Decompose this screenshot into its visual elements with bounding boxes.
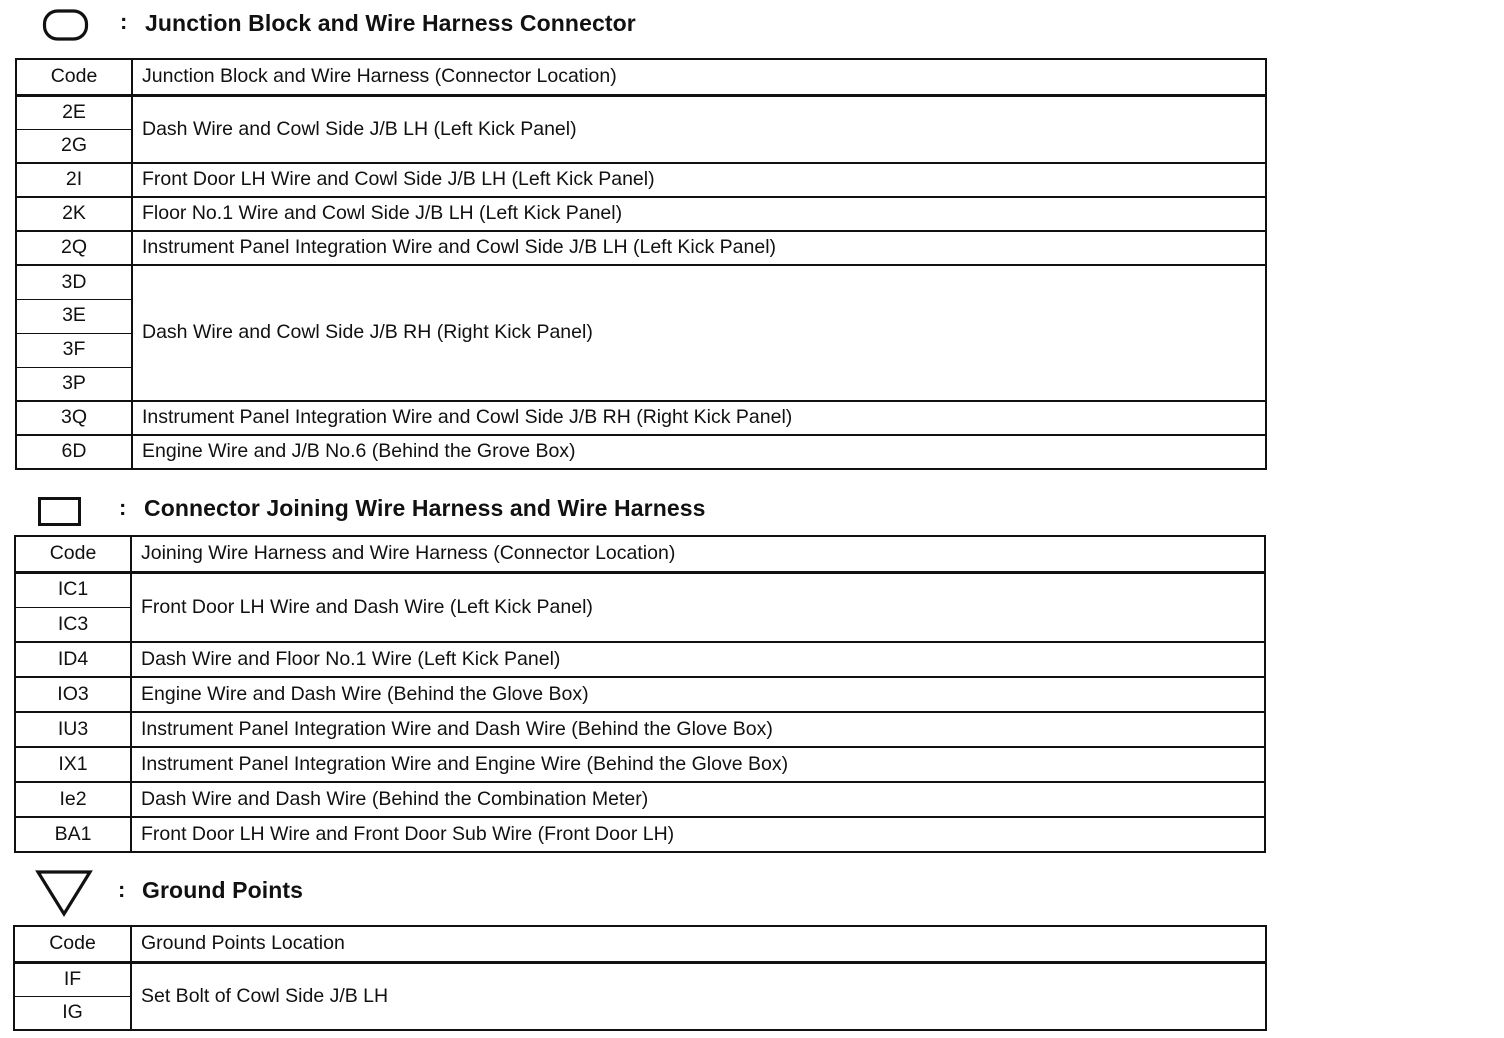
table-row xyxy=(15,712,1265,747)
table-row xyxy=(15,642,1265,677)
table-row xyxy=(16,163,1266,197)
connector-location: Instrument Panel Integration Wire and Dash Wire (Behind the Glove Box) xyxy=(131,712,1265,747)
connector-code: IC1 xyxy=(15,572,131,607)
heading-colon: : xyxy=(118,877,126,902)
rounded-rect-icon xyxy=(42,8,90,42)
connector-code: 2Q xyxy=(16,231,132,265)
connector-code: ID4 xyxy=(15,642,131,677)
connector-location: Front Door LH Wire and Front Door Sub Wire (Front Door LH) xyxy=(131,817,1265,852)
square-icon xyxy=(37,496,83,528)
table-row xyxy=(16,265,1266,299)
connector-code: IX1 xyxy=(15,747,131,782)
connector-location: Front Door LH Wire and Cowl Side J/B LH (Left Kick Panel) xyxy=(132,163,1266,197)
table-header-row xyxy=(14,926,1266,962)
connector-code: IF xyxy=(14,962,131,996)
connector-location: Instrument Panel Integration Wire and Cowl Side J/B RH (Right Kick Panel) xyxy=(132,401,1266,435)
section-title: Junction Block and Wire Harness Connector xyxy=(145,10,636,36)
connector-code: Ie2 xyxy=(15,782,131,817)
connector-location: Instrument Panel Integration Wire and Cowl Side J/B LH (Left Kick Panel) xyxy=(132,231,1266,265)
connector-location: Dash Wire and Cowl Side J/B RH (Right Kick Panel) xyxy=(132,265,1266,401)
connector-code: 3D xyxy=(16,265,132,299)
connector-code: 2E xyxy=(16,95,132,129)
table-row xyxy=(15,782,1265,817)
table-row xyxy=(16,401,1266,435)
table-row xyxy=(15,817,1265,852)
ground-points-table xyxy=(13,925,1267,1031)
triangle-down-icon xyxy=(34,868,94,918)
connector-code: 2K xyxy=(16,197,132,231)
table-row xyxy=(15,572,1265,607)
section-title: Connector Joining Wire Harness and Wire Harness xyxy=(144,495,706,521)
location-column-header: Ground Points Location xyxy=(131,926,1266,962)
heading-colon: : xyxy=(120,9,128,34)
table-row xyxy=(16,95,1266,129)
connector-code: 3E xyxy=(16,299,132,333)
connector-code: BA1 xyxy=(15,817,131,852)
table-row xyxy=(14,962,1266,996)
connector-code: 3P xyxy=(16,367,132,401)
connector-code: IC3 xyxy=(15,607,131,642)
code-column-header: Code xyxy=(16,59,132,95)
connector-location: Set Bolt of Cowl Side J/B LH xyxy=(131,962,1266,1030)
code-column-header: Code xyxy=(15,536,131,572)
connector-joining-table xyxy=(14,535,1266,853)
connector-location: Dash Wire and Dash Wire (Behind the Combination Meter) xyxy=(131,782,1265,817)
code-column-header: Code xyxy=(14,926,131,962)
connector-code: IG xyxy=(14,996,131,1030)
connector-location: Floor No.1 Wire and Cowl Side J/B LH (Left Kick Panel) xyxy=(132,197,1266,231)
connector-code: 3Q xyxy=(16,401,132,435)
table-row xyxy=(16,231,1266,265)
location-column-header: Joining Wire Harness and Wire Harness (Connector Location) xyxy=(131,536,1265,572)
table-row xyxy=(15,747,1265,782)
heading-colon: : xyxy=(119,495,127,520)
connector-location: Engine Wire and Dash Wire (Behind the Glove Box) xyxy=(131,677,1265,712)
connector-location: Dash Wire and Cowl Side J/B LH (Left Kick Panel) xyxy=(132,95,1266,163)
connector-code: 6D xyxy=(16,435,132,469)
junction-block-table xyxy=(15,58,1267,470)
connector-code: IU3 xyxy=(15,712,131,747)
table-header-row xyxy=(16,59,1266,95)
connector-location: Dash Wire and Floor No.1 Wire (Left Kick Panel) xyxy=(131,642,1265,677)
connector-code: 2G xyxy=(16,129,132,163)
connector-code: IO3 xyxy=(15,677,131,712)
connector-code: 3F xyxy=(16,333,132,367)
connector-location: Engine Wire and J/B No.6 (Behind the Grove Box) xyxy=(132,435,1266,469)
table-row xyxy=(16,197,1266,231)
location-column-header: Junction Block and Wire Harness (Connector Location) xyxy=(132,59,1266,95)
connector-location: Instrument Panel Integration Wire and Engine Wire (Behind the Glove Box) xyxy=(131,747,1265,782)
table-row xyxy=(16,435,1266,469)
section-title: Ground Points xyxy=(142,877,304,903)
connector-code: 2I xyxy=(16,163,132,197)
table-row xyxy=(15,677,1265,712)
table-header-row xyxy=(15,536,1265,572)
connector-location: Front Door LH Wire and Dash Wire (Left Kick Panel) xyxy=(131,572,1265,642)
